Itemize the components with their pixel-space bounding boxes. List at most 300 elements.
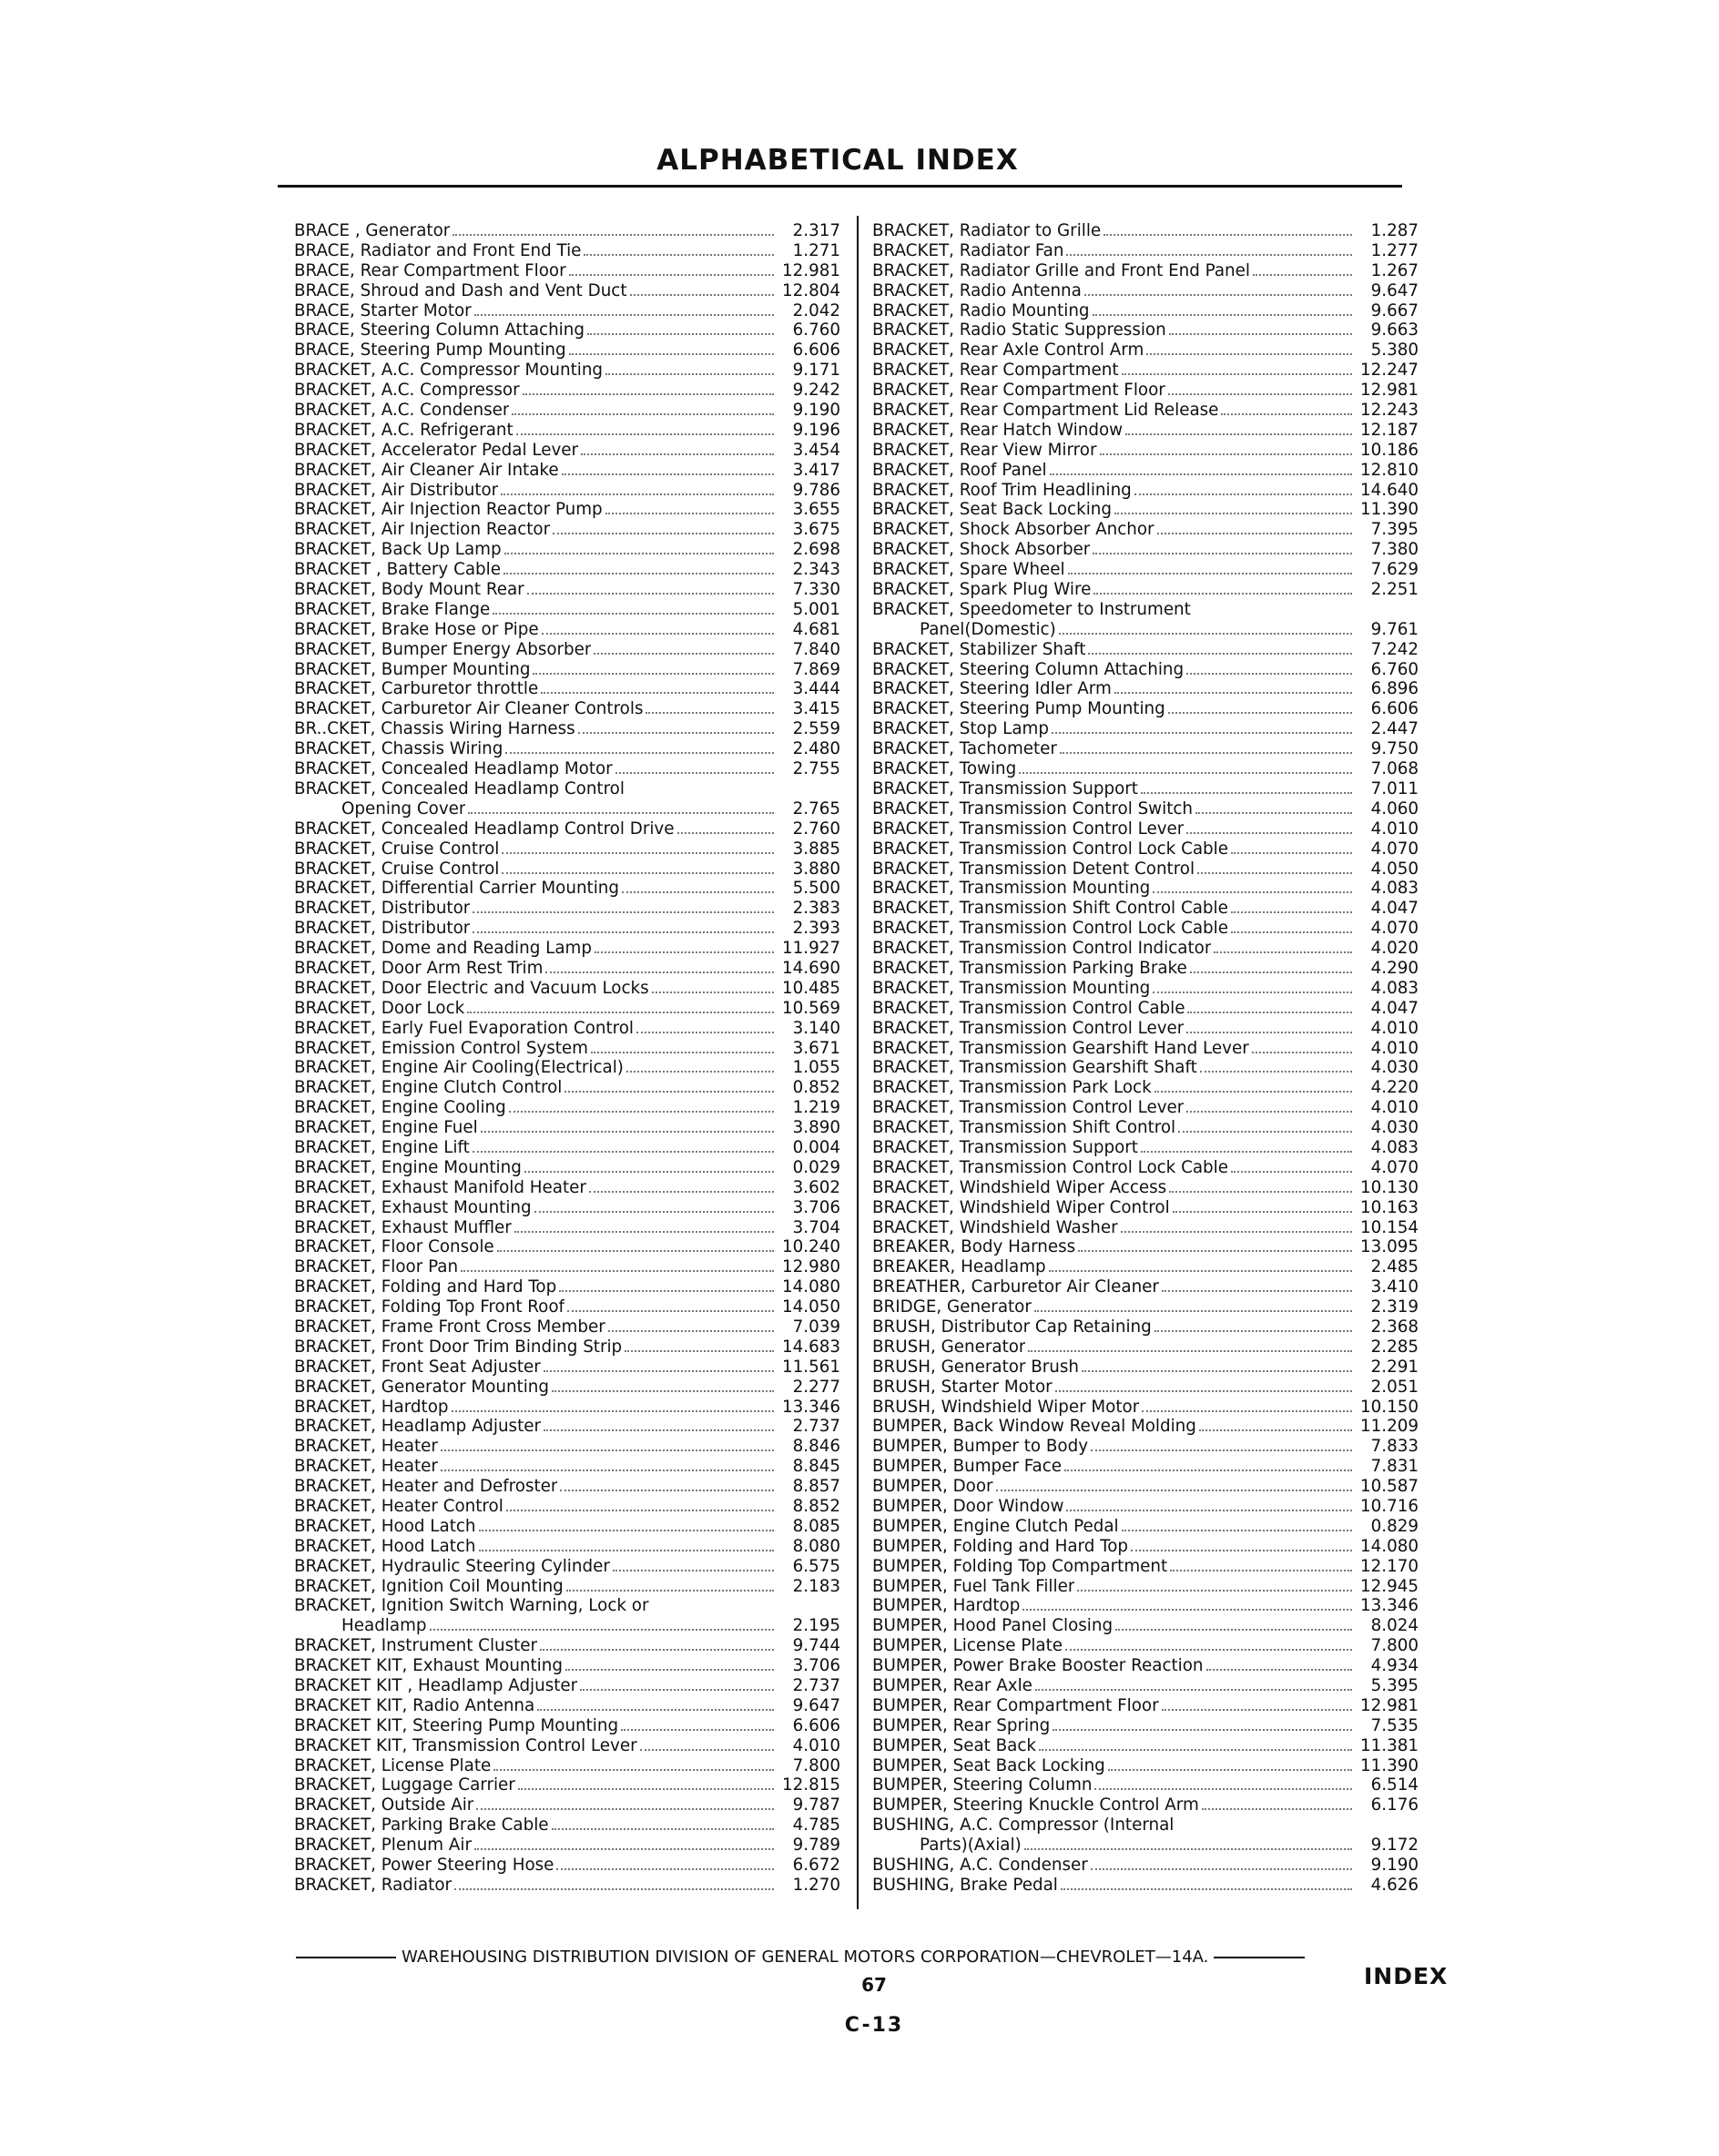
index-entry (872, 1537, 1419, 1557)
entry-name: BRACKET, Ignition Switch Warning, Lock or (294, 1596, 649, 1616)
index-entry (294, 401, 840, 421)
entry-number: 7.395 (1370, 520, 1419, 540)
entry-leader-dots (502, 843, 774, 854)
index-entry (294, 739, 840, 759)
entry-number: 4.070 (1370, 919, 1419, 939)
entry-leader-dots (1199, 1420, 1352, 1431)
entry-number: 9.786 (792, 480, 840, 500)
index-entry (872, 959, 1419, 979)
entry-number: 13.346 (1360, 1596, 1419, 1616)
index-entry (294, 1317, 840, 1337)
entry-leader-dots (1122, 1520, 1352, 1531)
entry-name: BRACKET, Concealed Headlamp Motor (294, 759, 613, 779)
entry-name: BUSHING, Brake Pedal (872, 1875, 1058, 1895)
entry-number: 4.020 (1370, 939, 1419, 959)
entry-leader-dots (1162, 1700, 1352, 1711)
entry-leader-dots (1252, 1042, 1352, 1053)
entry-number: 14.690 (782, 958, 840, 978)
index-entry (872, 580, 1419, 600)
index-entry (872, 1417, 1419, 1437)
entry-number: 6.575 (792, 1556, 840, 1576)
entry-name: BRACKET, Radio Mounting (872, 300, 1090, 320)
index-entry (294, 481, 840, 501)
entry-leader-dots (502, 863, 774, 874)
entry-number: 4.010 (1370, 1098, 1419, 1118)
entry-number: 9.242 (792, 381, 840, 401)
entry-leader-dots (524, 1162, 774, 1173)
entry-leader-dots (1169, 324, 1352, 335)
entry-leader-dots (1100, 444, 1353, 455)
entry-name: BRACKET, Exhaust Manifold Heater (294, 1177, 586, 1197)
entry-number: 12.815 (782, 1775, 840, 1795)
entry-name: BRACKET, Door Electric and Vacuum Locks (294, 978, 649, 998)
entry-leader-dots (1066, 245, 1352, 256)
entry-leader-dots (540, 1640, 774, 1651)
entry-leader-dots (640, 1740, 774, 1751)
index-entry (872, 1198, 1419, 1218)
entry-name: BRACKET, Transmission Gearshift Hand Lever (872, 1038, 1249, 1058)
entry-name: BRACKET, Rear View Mirror (872, 440, 1097, 460)
entry-leader-dots (1059, 624, 1352, 635)
index-entry (294, 1198, 840, 1218)
index-entry (872, 481, 1419, 501)
entry-name: BRACKET, Windshield Wiper Access (872, 1177, 1167, 1197)
entry-leader-dots (1065, 1640, 1352, 1651)
entry-leader-dots (542, 624, 774, 635)
index-entry (872, 461, 1419, 481)
entry-name: BUMPER, Seat Back Locking (872, 1755, 1105, 1775)
index-entry (294, 1337, 840, 1358)
entry-name: BRACKET, Transmission Parking Brake (872, 958, 1187, 978)
entry-number: 9.196 (792, 420, 840, 440)
index-entry (872, 1358, 1419, 1378)
entry-number: 3.140 (792, 1018, 840, 1038)
index-entry (872, 1078, 1419, 1098)
entry-number: 4.047 (1370, 998, 1419, 1018)
entry-number: 9.171 (792, 361, 840, 381)
entry-leader-dots (578, 723, 774, 734)
entry-number: 12.170 (1360, 1556, 1419, 1576)
index-entry (294, 421, 840, 441)
entry-number: 2.291 (1370, 1357, 1419, 1377)
entry-name: BRACKET, Ignition Coil Mounting (294, 1576, 564, 1596)
entry-name: BUMPER, License Plate (872, 1636, 1063, 1656)
index-entry (872, 1437, 1419, 1457)
entry-leader-dots (1170, 1561, 1352, 1571)
entry-name: BRACKET, Bumper Energy Absorber (294, 639, 592, 659)
entry-name: BRACKET, Floor Pan (294, 1257, 459, 1277)
entry-number: 1.287 (1370, 221, 1419, 240)
index-entry (872, 1098, 1419, 1118)
entry-number: 13.346 (782, 1397, 840, 1417)
entry-name: BRACKET, A.C. Compressor (294, 381, 520, 401)
entry-number: 6.760 (1370, 659, 1419, 679)
index-entry (294, 361, 840, 381)
index-entry (294, 1636, 840, 1656)
entry-leader-dots (1114, 503, 1352, 514)
index-entry (872, 839, 1419, 859)
entry-number: 3.444 (792, 679, 840, 699)
index-entry (872, 301, 1419, 321)
entry-leader-dots (1153, 982, 1352, 993)
index-entry (872, 819, 1419, 839)
index-entry (294, 1656, 840, 1676)
entry-number: 1.277 (1370, 240, 1419, 260)
entry-name: BREAKER, Body Harness (872, 1237, 1076, 1257)
entry-leader-dots (479, 1520, 774, 1531)
entry-name: BRACKET KIT, Radio Antenna (294, 1695, 535, 1715)
entry-name: BRACKET, Shock Absorber Anchor (872, 520, 1154, 540)
entry-number: 4.010 (1370, 1018, 1419, 1038)
entry-name: BRACKET, Early Fuel Evaporation Control (294, 1018, 634, 1038)
entry-number: 12.247 (1360, 361, 1419, 381)
index-entry (872, 899, 1419, 919)
entry-leader-dots (587, 324, 774, 335)
entry-leader-dots (1231, 843, 1352, 854)
entry-name: BRACKET, Distributor (294, 919, 471, 939)
entry-number: 1.270 (792, 1875, 840, 1895)
entry-name: BRACKET, Rear Axle Control Arm (872, 341, 1144, 361)
entry-number: 11.390 (1360, 1755, 1419, 1775)
entry-name: BRACKET, Air Injection Reactor Pump (294, 500, 603, 520)
index-entry (872, 520, 1419, 540)
entry-name: BRACKET, Concealed Headlamp Control Drive (294, 819, 675, 839)
entry-name: BRACKET, Transmission Control Cable (872, 998, 1185, 1018)
entry-name: BRACKET, Transmission Mounting (872, 879, 1151, 899)
index-entry (872, 1039, 1419, 1059)
entry-name: BRACKET, Stop Lamp (872, 719, 1049, 739)
entry-name: BUMPER, Rear Axle (872, 1676, 1032, 1696)
entry-number: 3.706 (792, 1197, 840, 1217)
entry-number: 2.480 (792, 739, 840, 759)
index-entry (872, 500, 1419, 520)
entry-number: 2.277 (792, 1377, 840, 1397)
entry-leader-dots (1131, 1541, 1352, 1551)
entry-number: 10.163 (1360, 1197, 1419, 1217)
entry-leader-dots (1157, 524, 1352, 534)
index-entry (294, 1477, 840, 1497)
entry-leader-dots (605, 503, 774, 514)
entry-name: BRACKET, Door Arm Rest Trim (294, 958, 544, 978)
entry-number: 2.042 (792, 300, 840, 320)
entry-name: BRACKET, Speedometer to Instrument (872, 599, 1191, 619)
index-entry (294, 1277, 840, 1297)
entry-name: BUMPER, Fuel Tank Filler (872, 1576, 1075, 1596)
entry-leader-dots (452, 1401, 775, 1412)
entry-number: 6.672 (792, 1856, 840, 1876)
entry-leader-dots (1214, 942, 1352, 953)
entry-number: 9.744 (792, 1636, 840, 1656)
entry-leader-dots (636, 1022, 774, 1033)
entry-name: BRACKET, Power Steering Hose (294, 1856, 554, 1876)
entry-leader-dots (506, 1500, 774, 1511)
entry-number: 2.368 (1370, 1317, 1419, 1337)
index-entry (294, 261, 840, 281)
entry-name: BRACKET, Steering Pump Mounting (872, 699, 1165, 719)
entry-leader-dots (1068, 564, 1352, 575)
entry-leader-dots (454, 1879, 774, 1890)
entry-number: 3.417 (792, 460, 840, 480)
entry-number: 9.190 (792, 401, 840, 421)
entry-name: BRUSH, Generator (872, 1337, 1026, 1357)
entry-leader-dots (569, 344, 774, 355)
entry-name: BRACKET, Door Lock (294, 998, 465, 1018)
index-entry (872, 1756, 1419, 1776)
index-entry (872, 1497, 1419, 1517)
entry-leader-dots (677, 823, 775, 834)
entry-number: 2.183 (792, 1576, 840, 1596)
entry-name: BRACKET, Transmission Control Indicator (872, 939, 1212, 959)
entry-leader-dots (1162, 1281, 1352, 1292)
index-entry (872, 261, 1419, 281)
entry-number: 11.381 (1360, 1735, 1419, 1755)
index-entry (872, 1815, 1419, 1836)
index-entry (872, 1517, 1419, 1537)
index-entry (294, 301, 840, 321)
entry-name: BRACKET, Windshield Wiper Control (872, 1197, 1170, 1217)
entry-number: 12.980 (782, 1257, 840, 1277)
entry-name: BRACKET, Floor Console (294, 1237, 494, 1257)
entry-number: 3.706 (792, 1656, 840, 1676)
entry-name: BUMPER, Door (872, 1477, 993, 1497)
entry-name: BRACKET, Transmission Control Lock Cable (872, 1157, 1228, 1177)
index-entry (872, 1876, 1419, 1896)
entry-name: BRACKET, Seat Back Locking (872, 500, 1112, 520)
entry-name: BRACKET, Engine Mounting (294, 1157, 522, 1177)
entry-name: BRACKET, Transmission Gearshift Shaft (872, 1058, 1197, 1078)
entry-name: BRACKET, License Plate (294, 1755, 492, 1775)
index-entry (294, 500, 840, 520)
entry-number: 4.010 (1370, 1038, 1419, 1058)
index-entry (294, 1616, 840, 1636)
entry-leader-dots (1019, 763, 1352, 774)
entry-leader-dots (1141, 783, 1352, 794)
index-entry (294, 1257, 840, 1277)
index-entry (872, 1058, 1419, 1078)
entry-number: 9.647 (1370, 280, 1419, 300)
entry-name: BREATHER, Carburetor Air Cleaner (872, 1277, 1159, 1297)
entry-name: BRACKET, A.C. Compressor Mounting (294, 361, 604, 381)
entry-leader-dots (1195, 803, 1352, 814)
index-entry (872, 1856, 1419, 1876)
index-entry (872, 540, 1419, 560)
entry-leader-dots (534, 1202, 774, 1213)
entry-number: 2.447 (1370, 719, 1419, 739)
entry-name: BRACE , Generator (294, 221, 451, 240)
entry-number: 9.750 (1370, 739, 1419, 759)
entry-number: 2.755 (792, 759, 840, 779)
entry-number: 2.319 (1370, 1297, 1419, 1317)
entry-name: BRACKET, Rear Hatch Window (872, 420, 1124, 440)
entry-number: 1.055 (792, 1058, 840, 1078)
index-label: INDEX (1364, 1963, 1449, 1989)
entry-leader-dots (1186, 1022, 1352, 1033)
entry-leader-dots (474, 305, 774, 316)
entry-name: BRACKET, A.C. Condenser (294, 401, 510, 421)
entry-leader-dots (545, 962, 774, 973)
entry-name: BRACE, Starter Motor (294, 300, 472, 320)
index-entry (294, 959, 840, 979)
entry-name: BRACKET, Radiator (294, 1875, 453, 1895)
entry-leader-dots (560, 1480, 774, 1491)
entry-name: BRACKET, Transmission Control Lock Cable (872, 839, 1228, 859)
index-entry (294, 1138, 840, 1158)
index-entry (872, 241, 1419, 261)
entry-leader-dots (630, 285, 774, 296)
index-entry (872, 1676, 1419, 1696)
entry-number: 4.934 (1370, 1656, 1419, 1676)
entry-leader-dots (1221, 404, 1352, 415)
entry-number: 3.885 (792, 839, 840, 859)
entry-name: BRACKET, Hardtop (294, 1397, 449, 1417)
entry-name: BUMPER, Folding Top Compartment (872, 1556, 1168, 1576)
entry-number: 4.070 (1370, 839, 1419, 859)
entry-number: 8.085 (792, 1516, 840, 1536)
entry-name: BRACKET, Folding Top Front Roof (294, 1297, 565, 1317)
entry-leader-dots (626, 1062, 774, 1073)
entry-name: BRACKET, Engine Lift (294, 1137, 470, 1157)
index-entry (872, 381, 1419, 401)
entry-name: BRACKET, Radiator to Grille (872, 221, 1102, 240)
entry-name: BRACKET, Rear Compartment Lid Release (872, 401, 1219, 421)
entry-number: 4.083 (1370, 978, 1419, 998)
index-entry (872, 1317, 1419, 1337)
entry-leader-dots (1187, 1002, 1352, 1013)
index-entry (294, 859, 840, 880)
entry-leader-dots (1093, 584, 1352, 595)
entry-number: 7.011 (1370, 778, 1419, 798)
index-entry (294, 919, 840, 939)
section-number: C-13 (844, 2014, 904, 2037)
entry-leader-dots (1115, 1620, 1352, 1631)
index-entry (872, 1019, 1419, 1039)
entry-number: 3.704 (792, 1217, 840, 1237)
entry-leader-dots (1202, 1799, 1352, 1810)
entry-name: BRACKET, Dome and Reading Lamp (294, 939, 592, 959)
entry-number: 14.080 (1360, 1536, 1419, 1556)
entry-name: BRACKET, Plenum Air (294, 1836, 473, 1856)
entry-number: 10.587 (1360, 1477, 1419, 1497)
index-entry (294, 660, 840, 680)
entry-number: 9.789 (792, 1836, 840, 1856)
entry-number: 4.070 (1370, 1157, 1419, 1177)
entry-name: BRACKET, Engine Fuel (294, 1118, 478, 1138)
entry-number: 6.606 (792, 1715, 840, 1735)
index-entry (294, 1676, 840, 1696)
entry-name: BRACKET, Radio Antenna (872, 280, 1082, 300)
index-entry (294, 1696, 840, 1716)
index-entry (872, 1795, 1419, 1815)
index-entry (294, 1218, 840, 1238)
entry-number: 3.671 (792, 1038, 840, 1058)
entry-number: 10.186 (1360, 440, 1419, 460)
index-entry (872, 1138, 1419, 1158)
index-entry (872, 699, 1419, 719)
entry-name: BRACKET, Cruise Control (294, 839, 500, 859)
column-divider (857, 216, 859, 1909)
entry-number: 12.243 (1360, 401, 1419, 421)
entry-leader-dots (523, 384, 774, 395)
entry-leader-dots (1053, 1720, 1352, 1731)
entry-name: BRACE, Steering Column Attaching (294, 320, 585, 341)
index-entry (294, 699, 840, 719)
entry-leader-dots (996, 1480, 1352, 1491)
entry-number: 2.343 (792, 560, 840, 580)
entry-number: 7.833 (1370, 1437, 1419, 1457)
index-entry (872, 799, 1419, 819)
entry-number: 8.852 (792, 1497, 840, 1516)
entry-name: BRACKET, Air Injection Reactor (294, 520, 551, 540)
entry-number: 4.083 (1370, 1137, 1419, 1157)
entry-name: BRACKET, Transmission Control Switch (872, 798, 1194, 819)
index-entry (872, 1337, 1419, 1358)
entry-number: 6.896 (1370, 679, 1419, 699)
entry-number: 10.569 (782, 998, 840, 1018)
entry-leader-dots (1146, 344, 1352, 355)
entry-leader-dots (1168, 703, 1352, 714)
index-entry (872, 999, 1419, 1019)
entry-number: 8.024 (1370, 1616, 1419, 1636)
entry-leader-dots (1134, 484, 1352, 495)
entry-name: BRACKET, Spare Wheel (872, 560, 1065, 580)
entry-number: 1.267 (1370, 260, 1419, 280)
entry-number: 14.683 (782, 1337, 840, 1357)
entry-leader-dots (1173, 1202, 1352, 1213)
index-entry (872, 441, 1419, 461)
entry-name: BRACKET, Transmission Control Lever (872, 1098, 1185, 1118)
entry-name: BRACKET KIT, Exhaust Mounting (294, 1656, 563, 1676)
index-entry (872, 1596, 1419, 1616)
entry-name: BREAKER, Headlamp (872, 1257, 1046, 1277)
index-entry (872, 1836, 1419, 1856)
entry-leader-dots (1154, 1321, 1352, 1332)
page-number: 67 (861, 1974, 887, 1996)
entry-number: 9.190 (1370, 1856, 1419, 1876)
index-entry (872, 719, 1419, 739)
entry-number: 7.535 (1370, 1715, 1419, 1735)
index-entry (872, 1656, 1419, 1676)
index-entry (294, 1398, 840, 1418)
entry-name: BRACKET, Generator Mounting (294, 1377, 549, 1397)
entry-name: BRACKET, Transmission Park Lock (872, 1078, 1152, 1098)
entry-leader-dots (467, 1002, 774, 1013)
entry-number: 12.804 (782, 280, 840, 300)
index-entry (294, 1876, 840, 1896)
entry-leader-dots (461, 1261, 774, 1272)
entry-name: BRACKET, Spark Plug Wire (872, 580, 1092, 600)
index-entry (872, 1557, 1419, 1577)
entry-leader-dots (544, 1361, 774, 1372)
index-entry (294, 281, 840, 301)
entry-name: BRACE, Radiator and Front End Tie (294, 240, 582, 260)
entry-name: BUMPER, Bumper to Body (872, 1437, 1089, 1457)
entry-leader-dots (1186, 664, 1352, 675)
index-entry (294, 1118, 840, 1138)
entry-name: BRACKET, Front Door Trim Binding Strip (294, 1337, 623, 1357)
entry-name: BRACKET, Transmission Control Lever (872, 1018, 1185, 1038)
index-entry (294, 1178, 840, 1198)
entry-name: BRUSH, Generator Brush (872, 1357, 1079, 1377)
entry-leader-dots (615, 763, 774, 774)
entry-name: BRACKET, Heater (294, 1437, 438, 1457)
entry-number: 10.154 (1360, 1217, 1419, 1237)
entry-leader-dots (516, 424, 774, 435)
index-entry (872, 341, 1419, 361)
entry-name: BRACKET, Luggage Carrier (294, 1775, 515, 1795)
entry-number: 2.393 (792, 919, 840, 939)
entry-number: 2.285 (1370, 1337, 1419, 1357)
entry-name: BRACKET, Folding and Hard Top (294, 1277, 557, 1297)
